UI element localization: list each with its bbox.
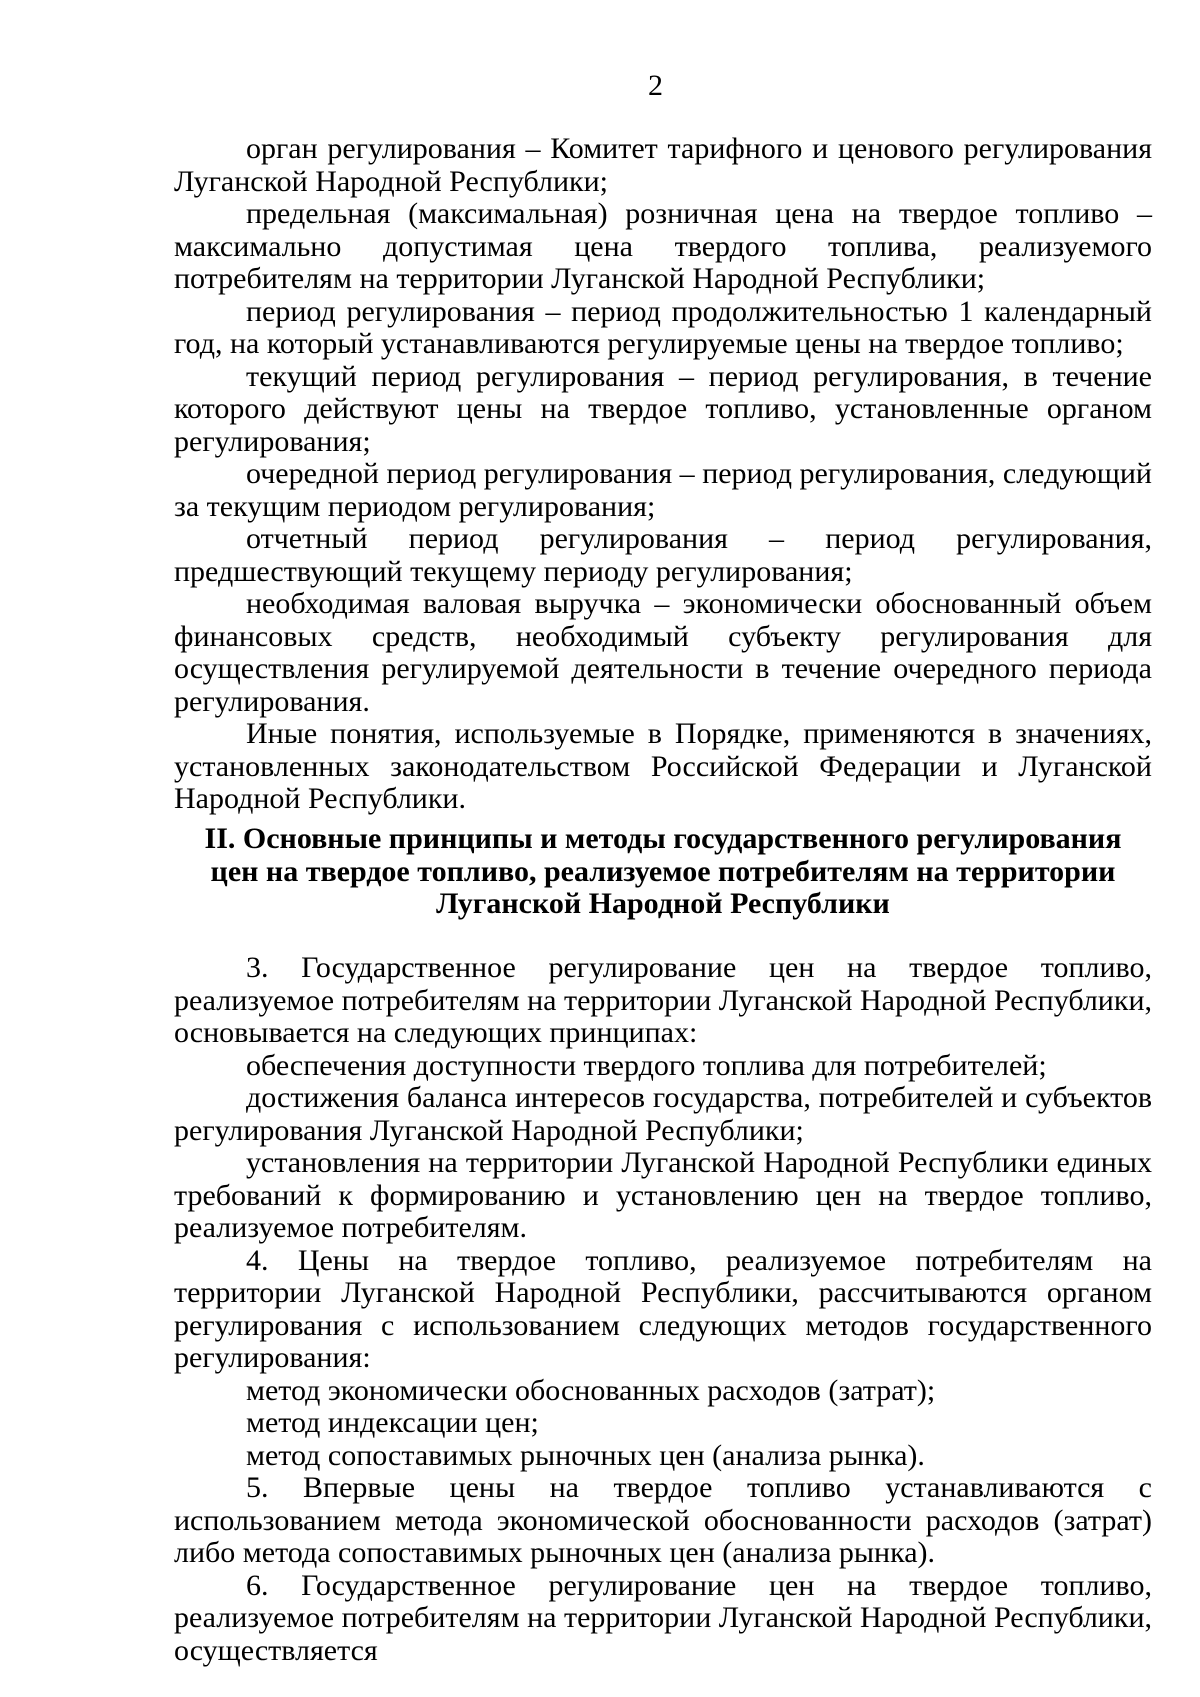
list-paragraph: достижения баланса интересов государства, потребителей и субъектов регулирования Луганской Народной Республики; [174,1081,1152,1147]
list-paragraph: установления на территории Луганской Народной Республики единых требований к формированию и установлению цен на твердое топливо, реализуемое потребителям. [174,1146,1152,1244]
numbered-paragraph: 5. Впервые цены на твердое топливо устанавливаются с использованием метода экономической обоснованности расходов (затрат) либо метода сопоставимых рыночных цен (анализа рынка). [174,1471,1152,1569]
numbered-paragraph: 4. Цены на твердое топливо, реализуемое потребителям на территории Луганской Народной Республики, рассчитываются органом регулирования с использованием следующих методов государственного регулирования: [174,1243,1152,1374]
list-paragraph: метод сопоставимых рыночных цен (анализа рынка). [246,1438,925,1472]
definition-paragraph: очередной период регулирования – период регулирования, следующий за текущим периодом регулирования; [174,457,1152,523]
list-paragraph: обеспечения доступности твердого топлива для потребителей; [246,1048,1047,1082]
numbered-paragraph: 6. Государственное регулирование цен на твердое топливо, реализуемое потребителям на территории Луганской Народной Республики, осуществляется [174,1568,1152,1667]
definition-paragraph: предельная (максимальная) розничная цена на твердое топливо – максимально допустимая цена твердого топлива, реализуемого потребителям на территории Луганской Народной Республики; [174,197,1152,295]
section-heading-line: II. Основные принципы и методы государственного регулирования [204,822,1122,855]
list-paragraph: метод экономически обоснованных расходов (затрат); [246,1373,936,1407]
definition-paragraph: орган регулирования – Комитет тарифного и ценового регулирования Луганской Народной Республики; [174,132,1152,198]
section-heading-line: Луганской Народной Республики [436,887,890,920]
page-number: 2 [648,69,663,102]
definition-paragraph: отчетный период регулирования – период регулирования, предшествующий текущему периоду регулирования; [174,522,1152,588]
numbered-paragraph: 3. Государственное регулирование цен на твердое топливо, реализуемое потребителям на территории Луганской Народной Республики, основывается на следующих принципах: [174,951,1152,1049]
definition-paragraph: Иные понятия, используемые в Порядке, применяются в значениях, установленных законодательством Российской Федерации и Луганской Народной Республики. [174,717,1152,815]
definition-paragraph: текущий период регулирования – период регулирования, в течение которого действуют цены на твердое топливо, установленные органом регулирования; [174,359,1152,458]
definition-paragraph: период регулирования – период продолжительностью 1 календарный год, на который устанавливаются регулируемые цены на твердое топливо; [174,294,1152,360]
principles-section [174,952,1152,1667]
definition-paragraph: необходимая валовая выручка – экономически обоснованный объем финансовых средств, необходимый субъекту регулирования для осуществления регулируемой деятельности в течение очередного периода регулирования. [174,587,1152,718]
definitions-section [174,133,1152,816]
section-heading [174,823,1152,921]
section-heading-line: цен на твердое топливо, реализуемое потребителям на территории [210,854,1116,888]
list-paragraph: метод индексации цен; [246,1406,539,1439]
